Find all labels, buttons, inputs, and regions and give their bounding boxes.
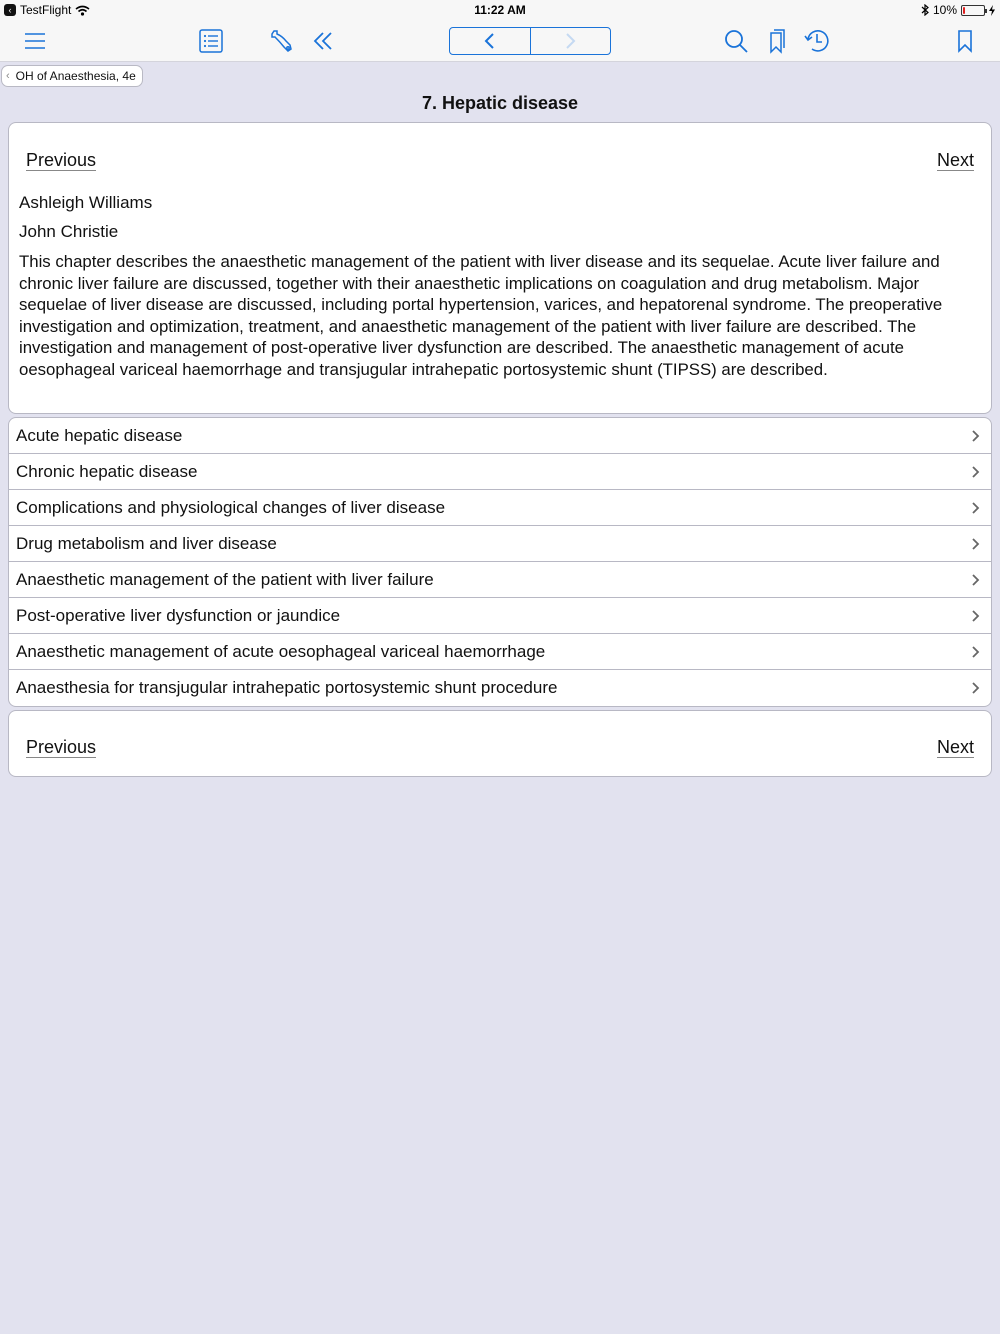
section-label: Drug metabolism and liver disease — [16, 534, 277, 553]
chevron-right-icon — [971, 646, 981, 658]
next-link[interactable]: Next — [936, 150, 974, 170]
chevron-right-icon — [971, 466, 981, 478]
chevron-right-icon — [971, 610, 981, 622]
section-item-complications[interactable] — [9, 490, 991, 526]
nav-forward-button[interactable] — [530, 28, 611, 54]
bookmark-icon[interactable] — [951, 27, 979, 55]
section-item-variceal-haemorrhage[interactable] — [9, 634, 991, 670]
chevron-right-icon — [563, 32, 577, 50]
previous-link[interactable]: Previous — [26, 150, 97, 170]
toolbar — [0, 20, 1000, 62]
history-icon[interactable] — [803, 27, 831, 55]
back-app-label[interactable]: TestFlight — [20, 3, 72, 17]
chapter-header-card — [8, 122, 992, 414]
next-link[interactable]: Next — [936, 737, 974, 757]
nav-back-button[interactable] — [450, 28, 530, 54]
status-right — [921, 3, 995, 17]
section-label: Acute hepatic disease — [16, 426, 183, 445]
chevron-right-icon — [971, 574, 981, 586]
section-item-chronic-hepatic-disease[interactable] — [9, 454, 991, 490]
bluetooth-icon — [921, 4, 929, 16]
section-item-tips-procedure[interactable] — [9, 670, 991, 706]
search-icon[interactable] — [722, 27, 750, 55]
section-label: Chronic hepatic disease — [16, 462, 198, 481]
section-item-drug-metabolism[interactable] — [9, 526, 991, 562]
chapter-abstract: This chapter describes the anaesthetic management of the patient with liver disease and its sequelae. Acute liver failure and chronic liver failure are discussed, together with their anaesthetic implications on coagulation and drug metabolism. Major sequelae of liver disease are discussed, including portal hypertension, varices, and hepatorenal syndrome. The preoperative investigation and optimization, treatment, and anaesthetic management of the patient with liver failure are described. The investigation and management of post-operative liver dysfunction are described. The anaesthetic management of acute oesophageal variceal haemorrhage and transjugular intrahepatic portosystemic shunt (TIPSS) are described. — [19, 252, 943, 379]
previous-link[interactable]: Previous — [26, 737, 97, 757]
battery-icon — [961, 5, 985, 16]
charging-icon — [989, 5, 995, 16]
bookmarks-icon[interactable] — [763, 27, 791, 55]
section-label: Complications and physiological changes of liver disease — [16, 498, 446, 517]
breadcrumb-label: OH of Anaesthesia, 4e — [15, 69, 136, 83]
menu-icon[interactable] — [21, 27, 49, 55]
double-chevron-left-icon[interactable] — [309, 27, 337, 55]
tools-icon[interactable] — [268, 27, 296, 55]
status-bar — [0, 0, 1000, 20]
breadcrumb-book[interactable] — [1, 65, 143, 87]
chevron-left-icon: ‹ — [6, 70, 10, 82]
author-name: Ashleigh Williams — [19, 193, 153, 212]
section-list — [8, 417, 992, 707]
chapter-footer-card — [8, 710, 992, 777]
history-nav-segment — [449, 27, 611, 55]
chevron-right-icon — [971, 538, 981, 550]
back-to-app-icon[interactable]: ‹ — [4, 4, 16, 16]
battery-percent: 10% — [932, 3, 957, 17]
chevron-right-icon — [971, 502, 981, 514]
page-title: 7. Hepatic disease — [421, 93, 579, 113]
section-label: Anaesthetic management of the patient with liver failure — [16, 570, 434, 589]
section-item-acute-hepatic-disease[interactable] — [9, 418, 991, 454]
chevron-left-icon — [483, 32, 497, 50]
section-label: Post-operative liver dysfunction or jaundice — [16, 606, 341, 625]
section-label: Anaesthetic management of acute oesophageal variceal haemorrhage — [16, 642, 546, 661]
section-item-anaesthetic-management-liver-failure[interactable] — [9, 562, 991, 598]
status-time: 11:22 AM — [474, 3, 526, 17]
list-icon[interactable] — [197, 27, 225, 55]
author-name: John Christie — [19, 222, 119, 241]
chevron-right-icon — [971, 430, 981, 442]
section-item-post-operative-liver-dysfunction[interactable] — [9, 598, 991, 634]
section-label: Anaesthesia for transjugular intrahepatic portosystemic shunt procedure — [16, 678, 558, 697]
battery-fill — [963, 7, 965, 14]
chevron-right-icon — [971, 682, 981, 694]
